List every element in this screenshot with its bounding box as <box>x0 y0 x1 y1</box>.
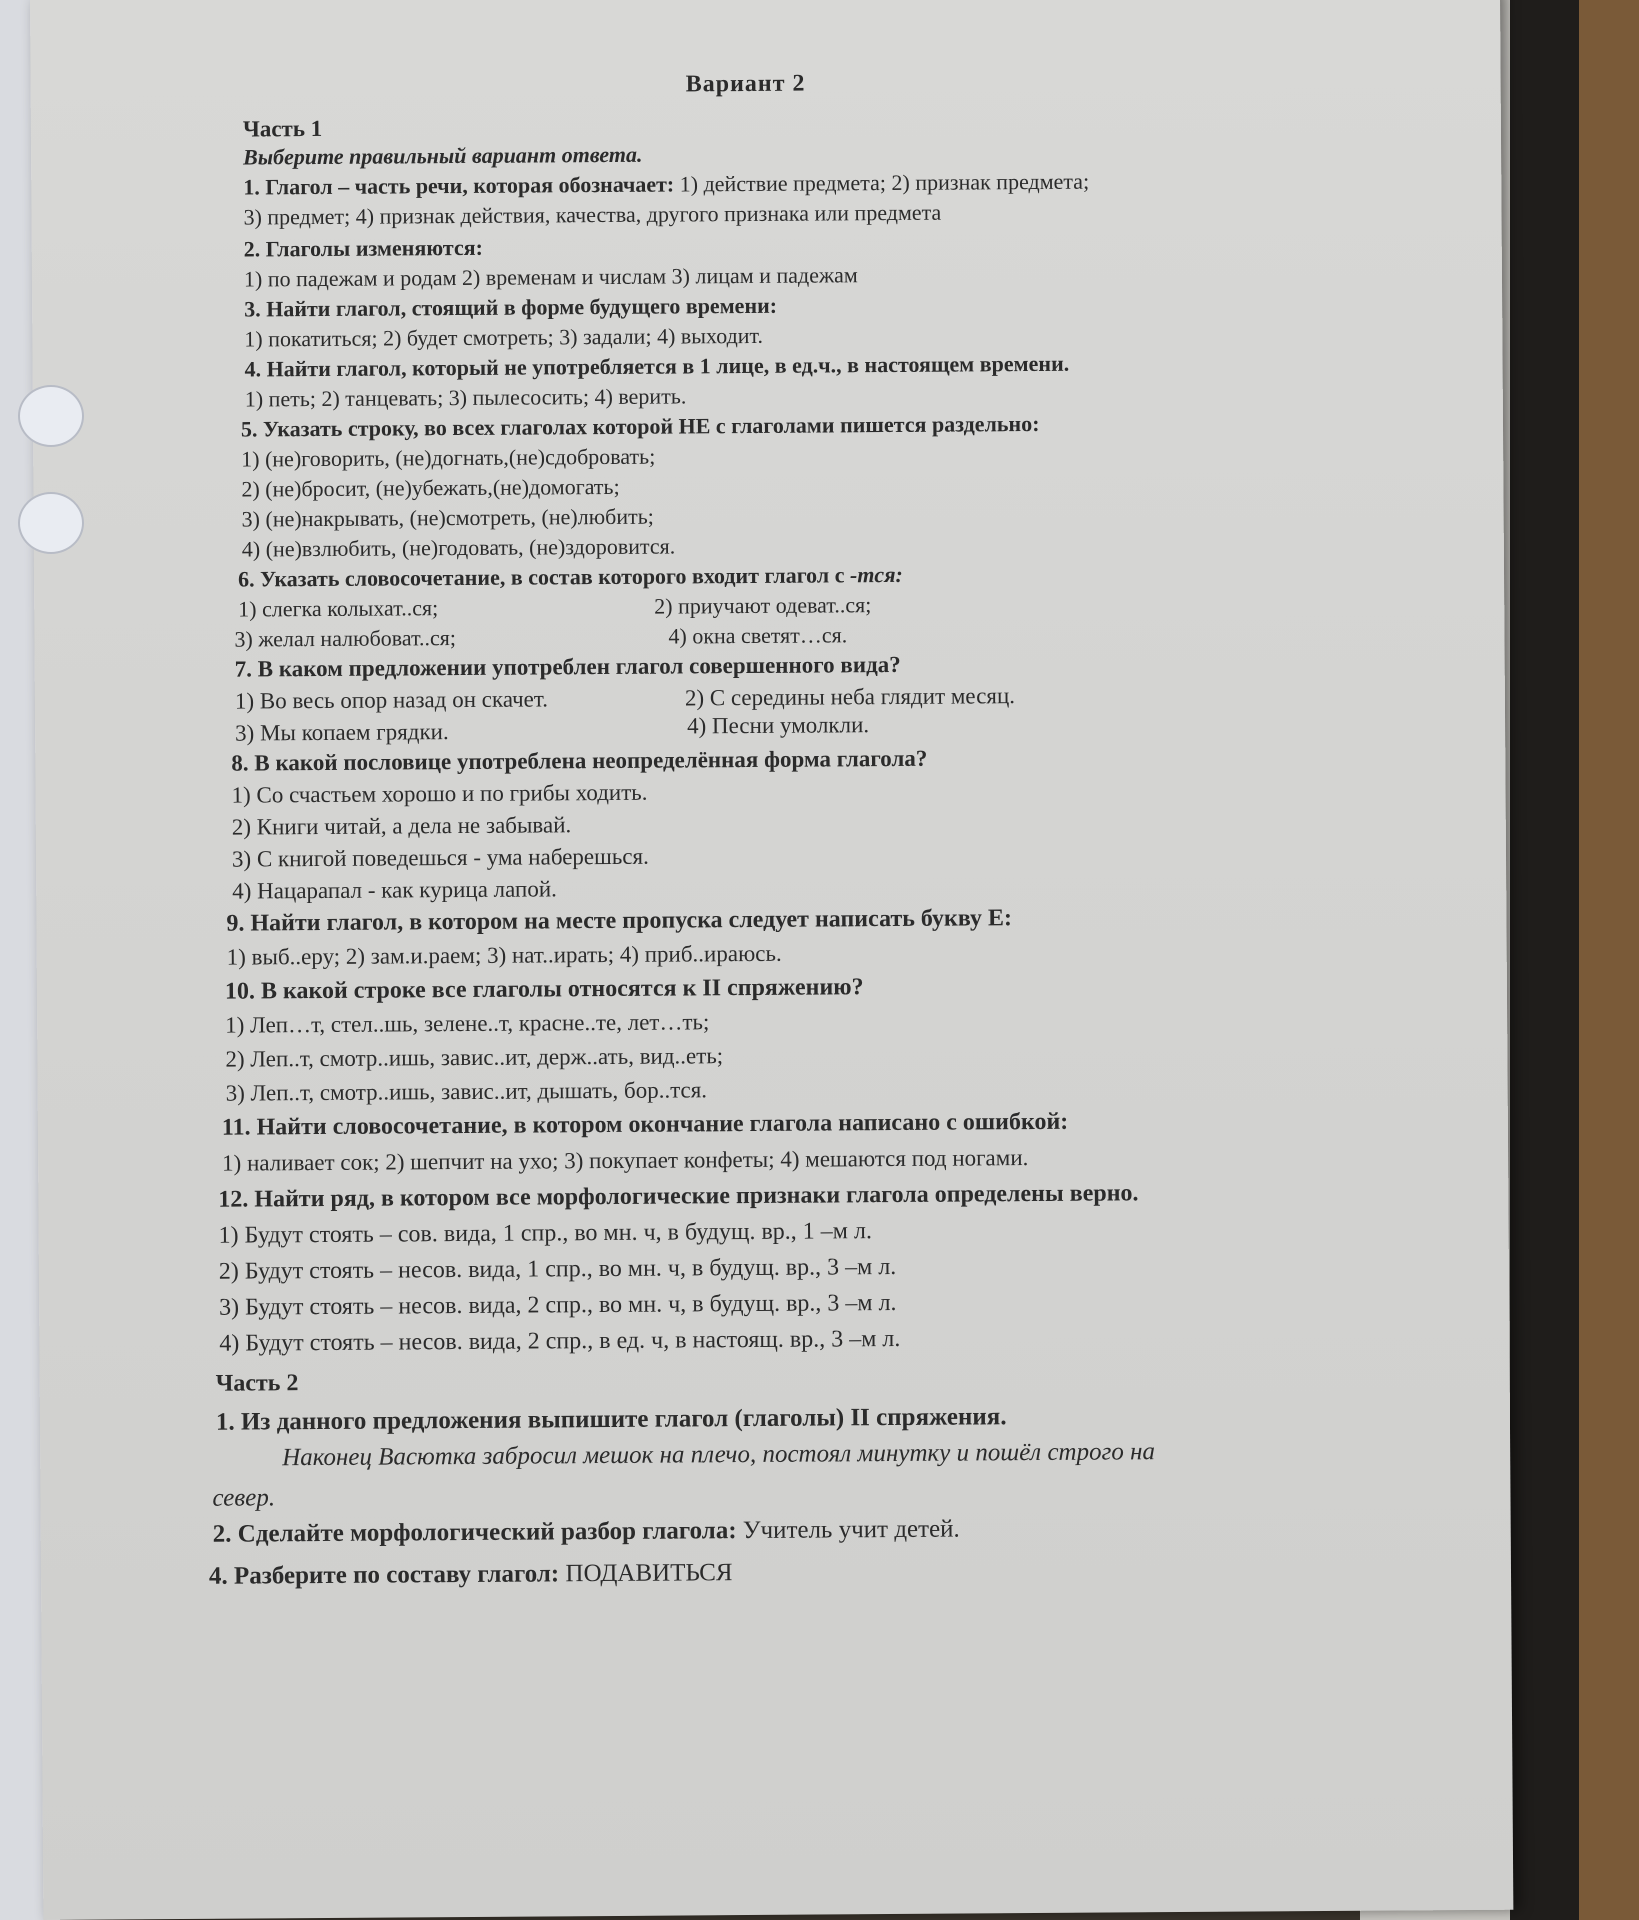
question-1-options-a: 1) действие предмета; 2) признак предмета; <box>674 168 1090 197</box>
task-4-text: 4. Разберите по составу глагол: <box>208 1560 560 1590</box>
question-7-text: 7. В каком предложении употреблен глагол совершенного вида? <box>234 651 901 682</box>
question-8-option-4: 4) Нацарапал - как курица лапой. <box>232 876 557 904</box>
question-8-option-2: 2) Книги читай, а дела не забывай. <box>231 812 572 840</box>
question-12-text: 12. Найти ряд, в котором все морфологические признаки глагола определены верно. <box>218 1180 1139 1213</box>
question-12-option-4: 4) Будут стоять – несов. вида, 2 спр., в ед. ч, в настоящ. вр., 3 –м л. <box>219 1325 901 1357</box>
question-10-option-2: 2) Леп..т, смотр..ишь, завис..ит, держ..ать, вид..еть; <box>225 1043 724 1072</box>
question-7-option-2: 2) С середины неба глядит месяц. <box>684 683 1016 711</box>
part1-instruction: Выберите правильный вариант ответа. <box>243 141 643 170</box>
task-4 <box>209 1559 733 1591</box>
question-12-option-1: 1) Будут стоять – сов. вида, 1 спр., во мн. ч, в будущ. вр., 1 –м л. <box>218 1218 873 1249</box>
task-2-text: 2. Сделайте морфологический разбор глагола: <box>212 1517 737 1548</box>
question-5-option-2: 2) (не)бросит, (не)убежать,(не)домогать; <box>241 473 620 502</box>
question-5-option-4: 4) (не)взлюбить, (не)годовать, (не)здоровится. <box>241 533 676 562</box>
question-4-text: 4. Найти глагол, который не употребляется в 1 лице, в ед.ч., в настоящем времени. <box>244 350 1070 382</box>
question-11-options: 1) наливает сок; 2) шепчит на ухо; 3) покупает конфеты; 4) мешаются под ногами. <box>222 1145 1029 1176</box>
task-2 <box>213 1516 960 1550</box>
question-6-option-4: 4) окна светят…ся. <box>668 622 848 649</box>
background-wood-edge <box>1579 0 1639 1920</box>
part1-title: Часть 1 <box>242 115 323 142</box>
question-6 <box>238 562 903 592</box>
question-7-option-4: 4) Песни умолкли. <box>686 712 870 739</box>
task-1-sentence-b: север. <box>212 1484 276 1512</box>
worksheet-paper <box>30 0 1513 1920</box>
question-6-text: 6. Указать словосочетание, в состав которого входит глагол с <box>237 562 851 592</box>
question-1 <box>243 169 1089 200</box>
question-6-option-1: 1) слегка колыхат..ся; <box>238 595 439 622</box>
question-3-options: 1) покатиться; 2) будет смотреть; 3) задали; 4) выходит. <box>244 322 764 352</box>
part2-title: Часть 2 <box>215 1370 299 1397</box>
fingernail-graphic <box>18 492 84 554</box>
question-6-option-3: 3) желал налюбоват..ся; <box>234 625 457 652</box>
question-12-option-2: 2) Будут стоять – несов. вида, 1 спр., во мн. ч, в будущ. вр., 3 –м л. <box>218 1253 897 1285</box>
question-4-options: 1) петь; 2) танцевать; 3) пылесосить; 4) верить. <box>244 383 687 412</box>
question-6-suffix: -тся: <box>849 561 903 588</box>
question-1-text: 1. Глагол – часть речи, которая обозначает: <box>243 171 675 200</box>
question-3-text: 3. Найти глагол, стоящий в форме будущего времени: <box>244 292 778 322</box>
task-2-sentence: Учитель учит детей. <box>736 1515 960 1545</box>
fingernail-graphic <box>18 385 84 447</box>
question-5-text: 5. Указать строку, во всех глаголах которой НЕ с глаголами пишется раздельно: <box>240 410 1040 442</box>
question-1-options-b: 3) предмет; 4) признак действия, качества, другого признака или предмета <box>243 199 942 230</box>
question-10-option-1: 1) Леп…т, стел..шь, зелене..т, красне..те, лет…ть; <box>225 1009 710 1038</box>
question-2-text: 2. Глаголы изменяются: <box>243 234 483 262</box>
question-8-text: 8. В какой пословице употреблена неопределённая форма глагола? <box>231 745 928 776</box>
question-8-option-3: 3) С книгой поведешься - ума наберешься. <box>231 843 649 872</box>
task-4-word: ПОДАВИТЬСЯ <box>559 1559 733 1588</box>
variant-title: Вариант 2 <box>685 70 806 98</box>
task-1-text: 1. Из данного предложения выпишите глагол (глаголы) II спряжения. <box>215 1403 1007 1436</box>
question-7-option-3: 3) Мы копаем грядки. <box>235 719 449 746</box>
question-7-option-1: 1) Во весь опор назад он скачет. <box>234 686 548 714</box>
question-12-option-3: 3) Будут стоять – несов. вида, 2 спр., во мн. ч, в будущ. вр., 3 –м л. <box>219 1289 897 1321</box>
question-9-text: 9. Найти глагол, в котором на месте пропуска следует написать букву Е: <box>226 905 1013 937</box>
question-5-option-3: 3) (не)накрывать, (не)смотреть, (не)любить; <box>241 503 654 532</box>
task-1-sentence-a: Наконец Васютка забросил мешок на плечо, постоял минутку и пошёл строго на <box>282 1438 1156 1472</box>
question-9-options: 1) выб..еру; 2) зам.и.раем; 3) нат..ирать; 4) приб..ираюсь. <box>226 940 782 970</box>
question-2-options: 1) по падежам и родам 2) временам и числам 3) лицам и падежам <box>243 262 858 292</box>
question-5-option-1: 1) (не)говорить, (не)догнать,(не)сдобровать; <box>241 443 656 472</box>
question-10-option-3: 3) Леп..т, смотр..ишь, завис..ит, дышать, бор..тся. <box>225 1077 708 1106</box>
question-6-option-2: 2) приучают одеват..ся; <box>654 592 872 619</box>
question-10-text: 10. В какой строке все глаголы относятся к II спряжению? <box>224 974 864 1005</box>
question-11-text: 11. Найти словосочетание, в котором окончание глагола написано с ошибкой: <box>221 1108 1069 1141</box>
question-8-option-1: 1) Со счастьем хорошо и по грибы ходить. <box>231 779 648 808</box>
